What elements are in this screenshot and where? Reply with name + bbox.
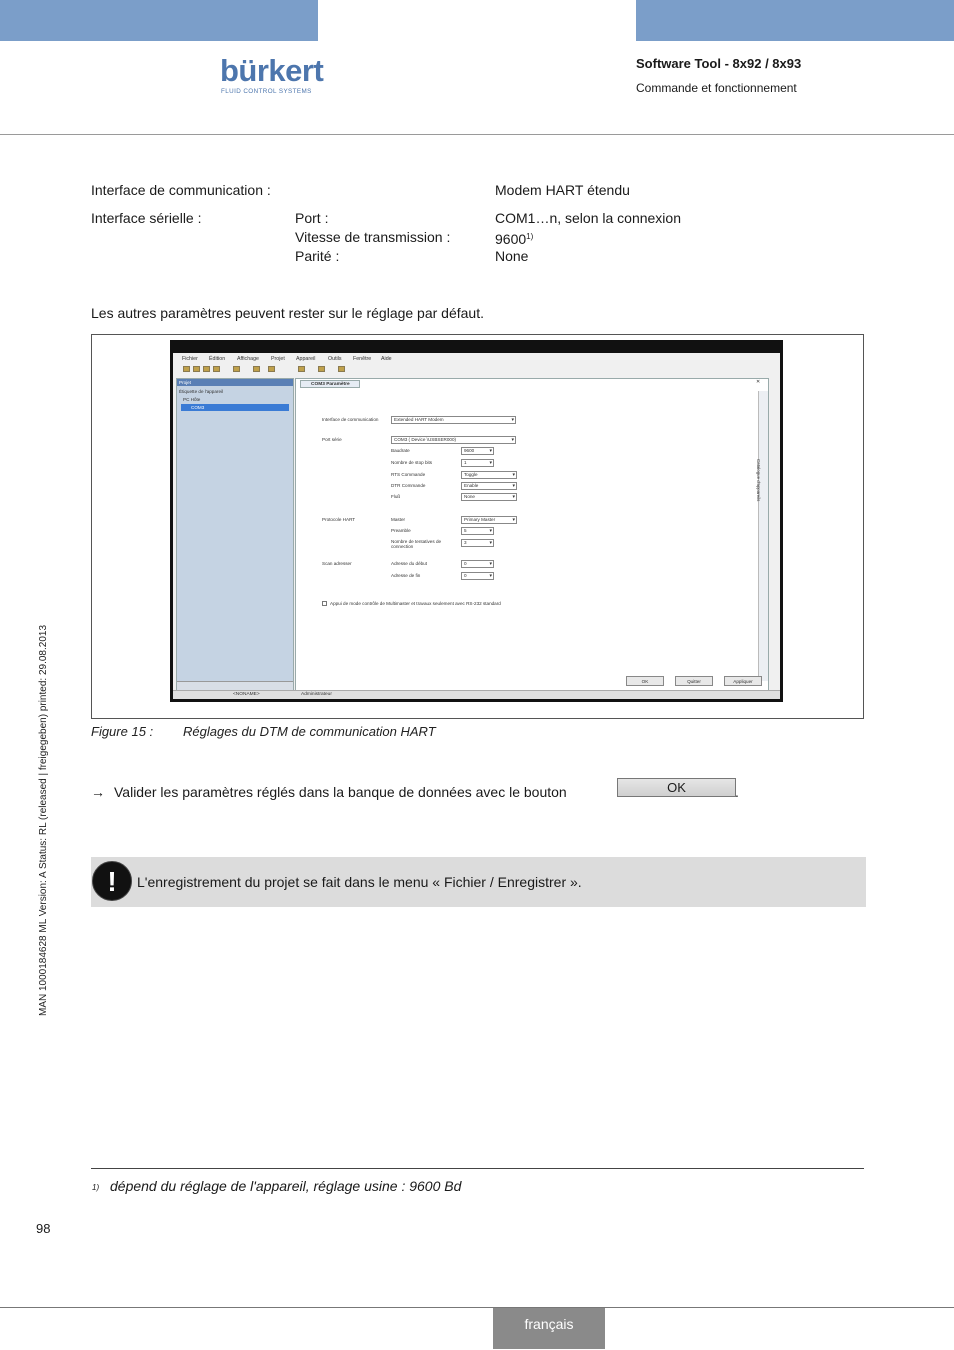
label-fluss: Fluß [391, 494, 401, 499]
menu-affichage: Affichage [237, 356, 259, 362]
fluss-select: None ▾ [461, 493, 517, 501]
footnote-ref: 1) [526, 232, 534, 241]
start-select: 0 ▾ [461, 560, 494, 568]
warning-icon: ! [92, 861, 132, 901]
burkert-logo: bürkert [220, 53, 324, 88]
screenshot-window [173, 353, 780, 699]
tree-pc-host: PC Hôte [183, 397, 201, 402]
rts-select: Toggle ▾ [461, 471, 517, 479]
retries-select: 3 ▾ [461, 539, 494, 547]
label-end: Adresse de fin [391, 573, 421, 578]
toolbar-icon [253, 366, 260, 372]
menu-appareil: Appareil [296, 356, 316, 362]
menu-aide: Aide [381, 356, 392, 362]
menu-fenetre: Fenêtre [353, 356, 372, 362]
menu-fichier: Fichier [182, 356, 198, 362]
toolbar-icon [233, 366, 240, 372]
default-params-text: Les autres paramètres peuvent rester sur le réglage par défaut. [91, 305, 484, 321]
baud-label: Vitesse de transmission : [295, 229, 451, 245]
preamble-select: 5 ▾ [461, 527, 494, 535]
page-number: 98 [36, 1221, 51, 1236]
ok-button[interactable]: OK [617, 778, 736, 797]
toolbar-icon [268, 366, 275, 372]
tab-com3-parametre: COM3 Paramètre [300, 380, 360, 388]
multimaster-checkbox [322, 601, 327, 606]
toolbar-icon [338, 366, 345, 372]
label-rts: RTS Commande [391, 472, 426, 477]
document-title: Software Tool - 8x92 / 8x93 [636, 56, 802, 71]
tree-root: Étiquette de l'appareil [179, 389, 224, 394]
iface-select: Extended HART Modem ▾ [391, 416, 516, 424]
screenshot-statusbar [173, 690, 780, 699]
close-icon: ✕ [756, 379, 761, 385]
label-scan: Scan adresser [322, 561, 352, 566]
toolbar-icon [318, 366, 325, 372]
baud-value: 9600$^{1)}$ [495, 231, 534, 247]
note-text: L'enregistrement du projet se fait dans le menu « Fichier / Enregistrer ». [137, 874, 582, 890]
language-tab: français [493, 1308, 605, 1349]
project-panel-title: Projet [177, 379, 293, 386]
catalog-side-tab-label: Catalogue d'appareils [756, 459, 761, 502]
label-port: Port série [322, 437, 342, 442]
menu-projet: Projet [271, 356, 285, 362]
software-screenshot [170, 340, 783, 702]
tree-com3: COM3 [181, 404, 289, 411]
master-select: Primary Master ▾ [461, 516, 517, 524]
logo-subtitle: FLUID CONTROL SYSTEMS [221, 88, 312, 95]
bottom-divider [0, 1307, 954, 1308]
open-icon [193, 366, 200, 372]
document-subtitle: Commande et fonctionnement [636, 81, 797, 95]
comm-interface-value: Modem HART étendu [495, 182, 630, 198]
status-admin: Administrateur [301, 692, 332, 697]
status-noname: <NONAME> [233, 692, 260, 697]
project-panel [176, 378, 294, 692]
label-baud: Baudrate [391, 448, 410, 453]
menu-outils: Outils [328, 356, 342, 362]
screenshot-ok-button: OK [626, 676, 664, 686]
stopbits-select: 1 ▾ [461, 459, 494, 467]
instruction-arrow: → [91, 784, 105, 800]
baud-select: 9600 ▾ [461, 447, 494, 455]
print-icon [213, 366, 220, 372]
footnote-divider [91, 1168, 864, 1169]
label-checkbox: Appui de mode contrôle de Multimaster et travaux seulement avec RS-232 standard [330, 601, 501, 606]
label-iface: Interface de communication [322, 417, 379, 422]
label-preamble: Preamble [391, 528, 411, 533]
header-bar-right [636, 0, 954, 41]
port-select: COM3 ( Device \USBSER000) ▾ [391, 436, 516, 444]
parameter-panel [295, 378, 769, 692]
serial-interface-label: Interface sérielle : [91, 210, 202, 226]
port-value: COM1…n, selon la connexion [495, 210, 681, 226]
screenshot-apply-button: Appliquer [724, 676, 762, 686]
save-icon [203, 366, 210, 372]
dtr-select: Enable ▾ [461, 482, 517, 490]
label-stopbits: Nombre de stop bits [391, 460, 433, 465]
label-master: Master [391, 517, 406, 522]
label-retries: Nombre de tentatives de connection [391, 539, 442, 549]
parity-value: None [495, 248, 529, 264]
label-proto: Protocole HART [322, 517, 356, 522]
menu-edition: Édition [209, 356, 226, 362]
comm-interface-label: Interface de communication : [91, 182, 271, 198]
instruction-end: . [735, 784, 739, 800]
parity-label: Parité : [295, 248, 340, 264]
figure-number: Figure 15 : [91, 724, 154, 739]
header-bar-left [0, 0, 318, 41]
screenshot-quit-button: Quitter [675, 676, 713, 686]
toolbar-icon [298, 366, 305, 372]
port-label: Port : [295, 210, 329, 226]
footnote-mark: 1) [92, 1183, 100, 1192]
figure-caption: Réglages du DTM de communication HART [183, 724, 436, 739]
footnote-text: dépend du réglage de l'appareil, réglage usine : 9600 Bd [110, 1178, 462, 1194]
end-select: 0 ▾ [461, 572, 494, 580]
label-dtr: DTR Commande [391, 483, 426, 488]
instruction-text: Valider les paramètres réglés dans la banque de données avec le bouton [114, 784, 567, 800]
header-divider [0, 134, 954, 135]
catalog-side-tab [758, 391, 768, 681]
new-icon [183, 366, 190, 372]
label-start: Adresse du début [391, 561, 428, 566]
